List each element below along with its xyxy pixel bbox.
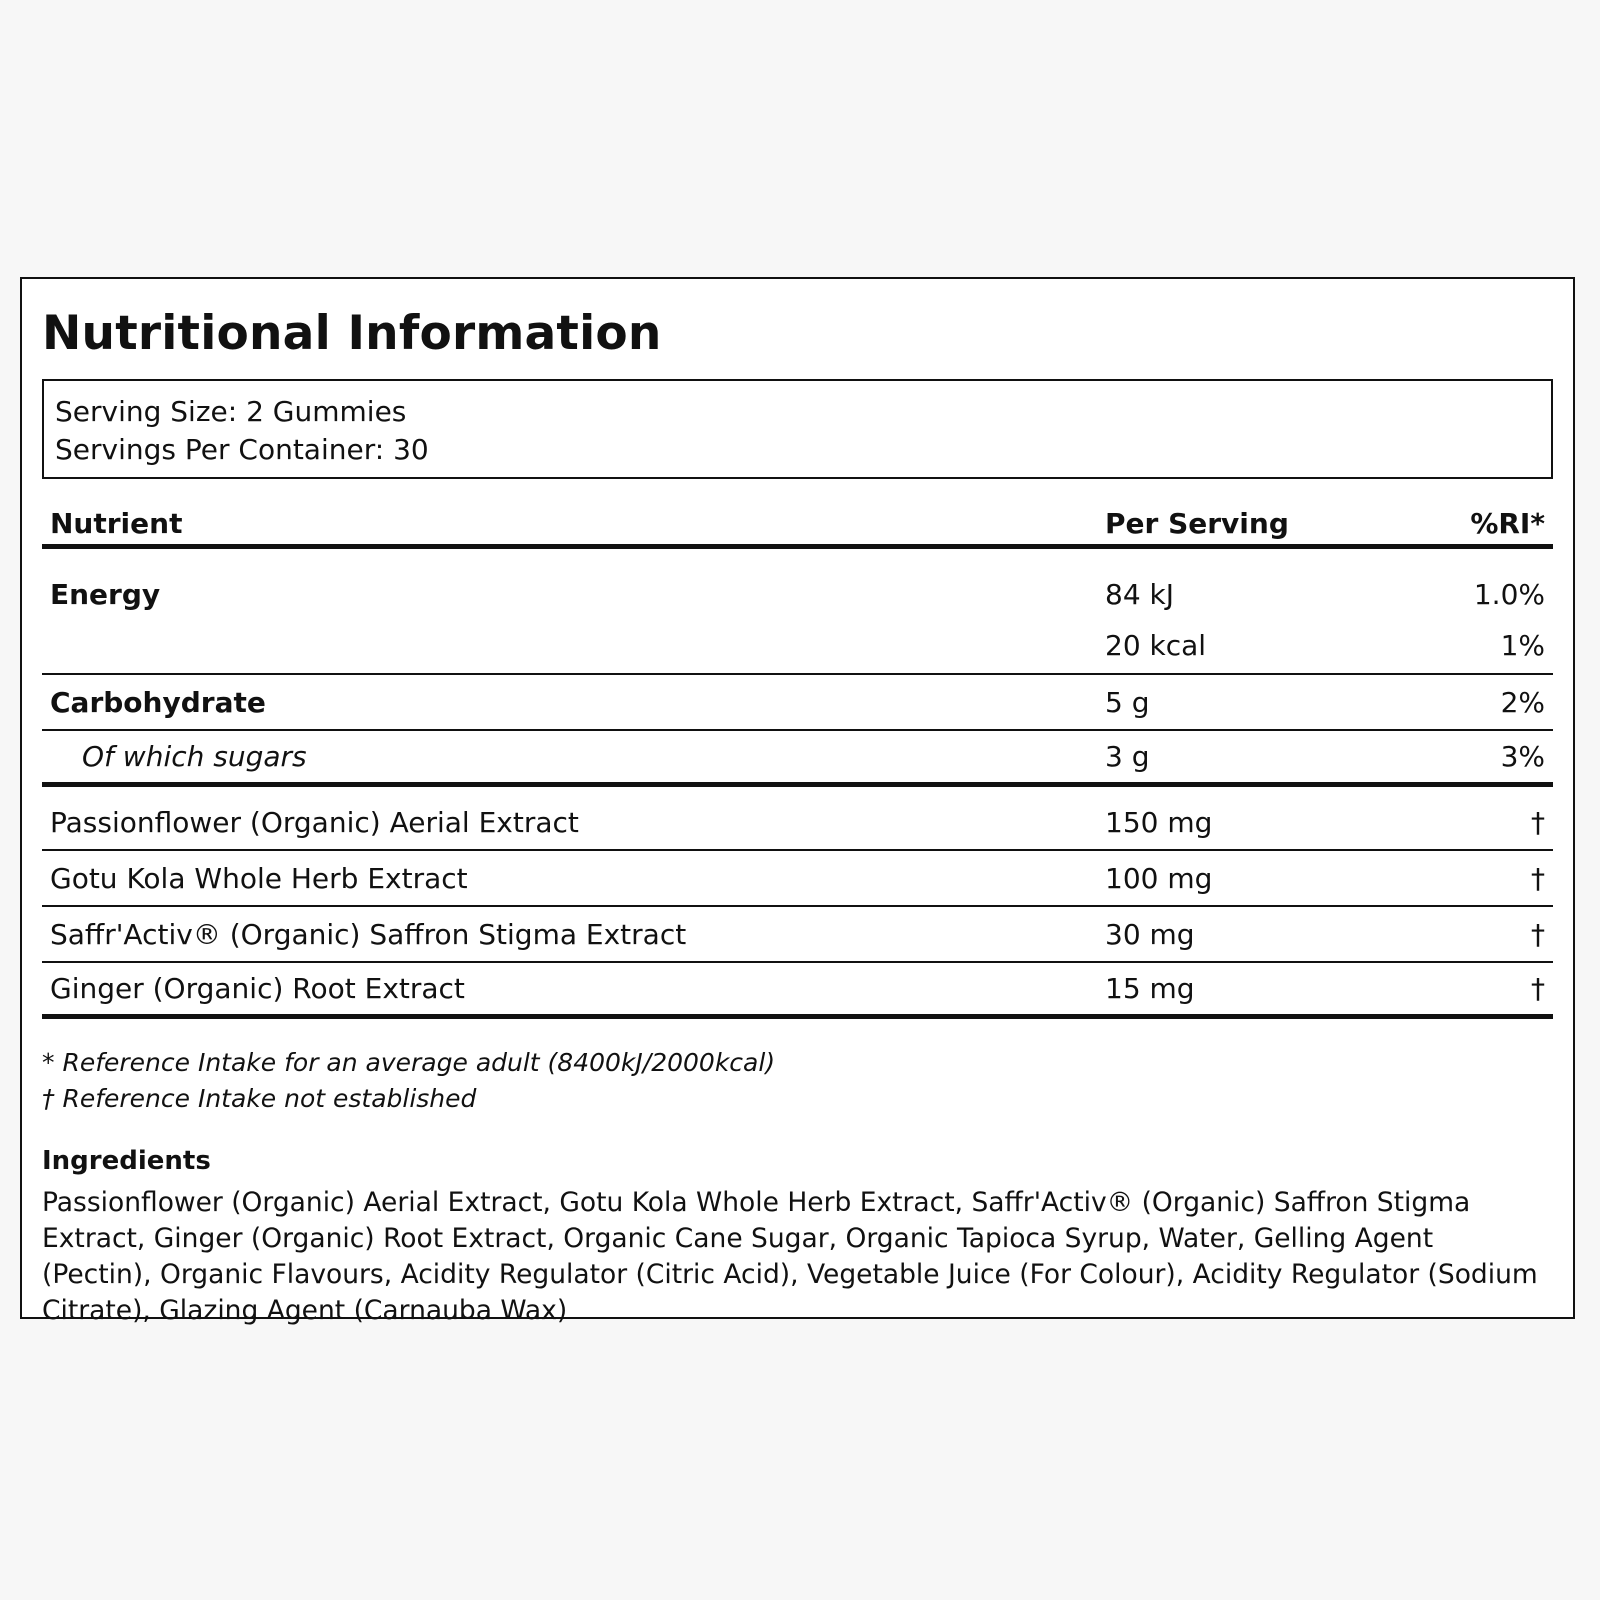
extract-amount: 100 mg xyxy=(1105,861,1213,895)
carbohydrate-amount: 5 g xyxy=(1105,685,1150,719)
table-row-energy-kcal xyxy=(42,629,1553,675)
table-row-carbohydrate xyxy=(42,675,1553,731)
header-ri: %RI* xyxy=(1470,507,1545,540)
table-header-row xyxy=(42,503,1553,549)
table-row-extract xyxy=(42,963,1553,1019)
carbohydrate-label: Carbohydrate xyxy=(50,685,266,719)
serving-size: Serving Size: 2 Gummies xyxy=(55,395,407,428)
extract-amount: 150 mg xyxy=(1105,805,1213,839)
extract-ri: † xyxy=(1531,917,1545,951)
servings-per-container: Servings Per Container: 30 xyxy=(55,433,429,466)
table-row-energy-kj xyxy=(42,549,1553,629)
footnote-reference-intake: * Reference Intake for an average adult (8400kJ/2000kcal) xyxy=(42,1048,776,1077)
energy-kj-amount: 84 kJ xyxy=(1105,577,1175,611)
extract-amount: 15 mg xyxy=(1105,972,1195,1005)
table-row-sugars xyxy=(42,731,1553,787)
sugars-label: Of which sugars xyxy=(82,740,307,773)
energy-label: Energy xyxy=(50,577,161,611)
table-row-extract xyxy=(42,907,1553,963)
ingredients-list: Passionflower (Organic) Aerial Extract, Gotu Kola Whole Herb Extract, Saffr'Activ® (Organic) Saffron Stigma Extract, Ginger (Organic) Root Extract, Organic Cane Sugar, Organic Tapioca Syrup, Water, Gelling Agent (Pectin), Organic Flavours, Acidity Regulator (Citric Acid), Vegetable Juice (For Colour), Acidity Regulator (Sodium Citrate), Glazing Agent (Carnauba Wax) xyxy=(42,1187,1538,1326)
panel-title: Nutritional Information xyxy=(42,306,662,361)
extract-ri: † xyxy=(1531,861,1545,895)
header-nutrient: Nutrient xyxy=(50,507,183,540)
serving-info-box xyxy=(42,379,1553,479)
extract-ri: † xyxy=(1531,805,1545,839)
extract-ri: † xyxy=(1531,972,1545,1005)
sugars-ri: 3% xyxy=(1500,740,1545,773)
extract-name: Saffr'Activ® (Organic) Saffron Stigma Extract xyxy=(50,917,687,951)
ingredients-heading: Ingredients xyxy=(42,1146,211,1176)
header-per-serving: Per Serving xyxy=(1105,507,1289,540)
extract-name: Ginger (Organic) Root Extract xyxy=(50,972,465,1005)
nutrition-panel xyxy=(20,277,1575,1326)
extract-name: Passionflower (Organic) Aerial Extract xyxy=(50,805,579,839)
table-row-extract xyxy=(42,851,1553,907)
sugars-amount: 3 g xyxy=(1105,740,1150,773)
footnote-not-established: † Reference Intake not established xyxy=(42,1084,477,1113)
energy-kj-ri: 1.0% xyxy=(1473,577,1545,611)
table-row-extract xyxy=(42,787,1553,851)
carbohydrate-ri: 2% xyxy=(1500,685,1545,719)
extract-amount: 30 mg xyxy=(1105,917,1195,951)
footnotes xyxy=(42,1045,1553,1117)
energy-kcal-ri: 1% xyxy=(1500,629,1545,662)
extract-name: Gotu Kola Whole Herb Extract xyxy=(50,861,468,895)
energy-kcal-amount: 20 kcal xyxy=(1105,629,1207,662)
